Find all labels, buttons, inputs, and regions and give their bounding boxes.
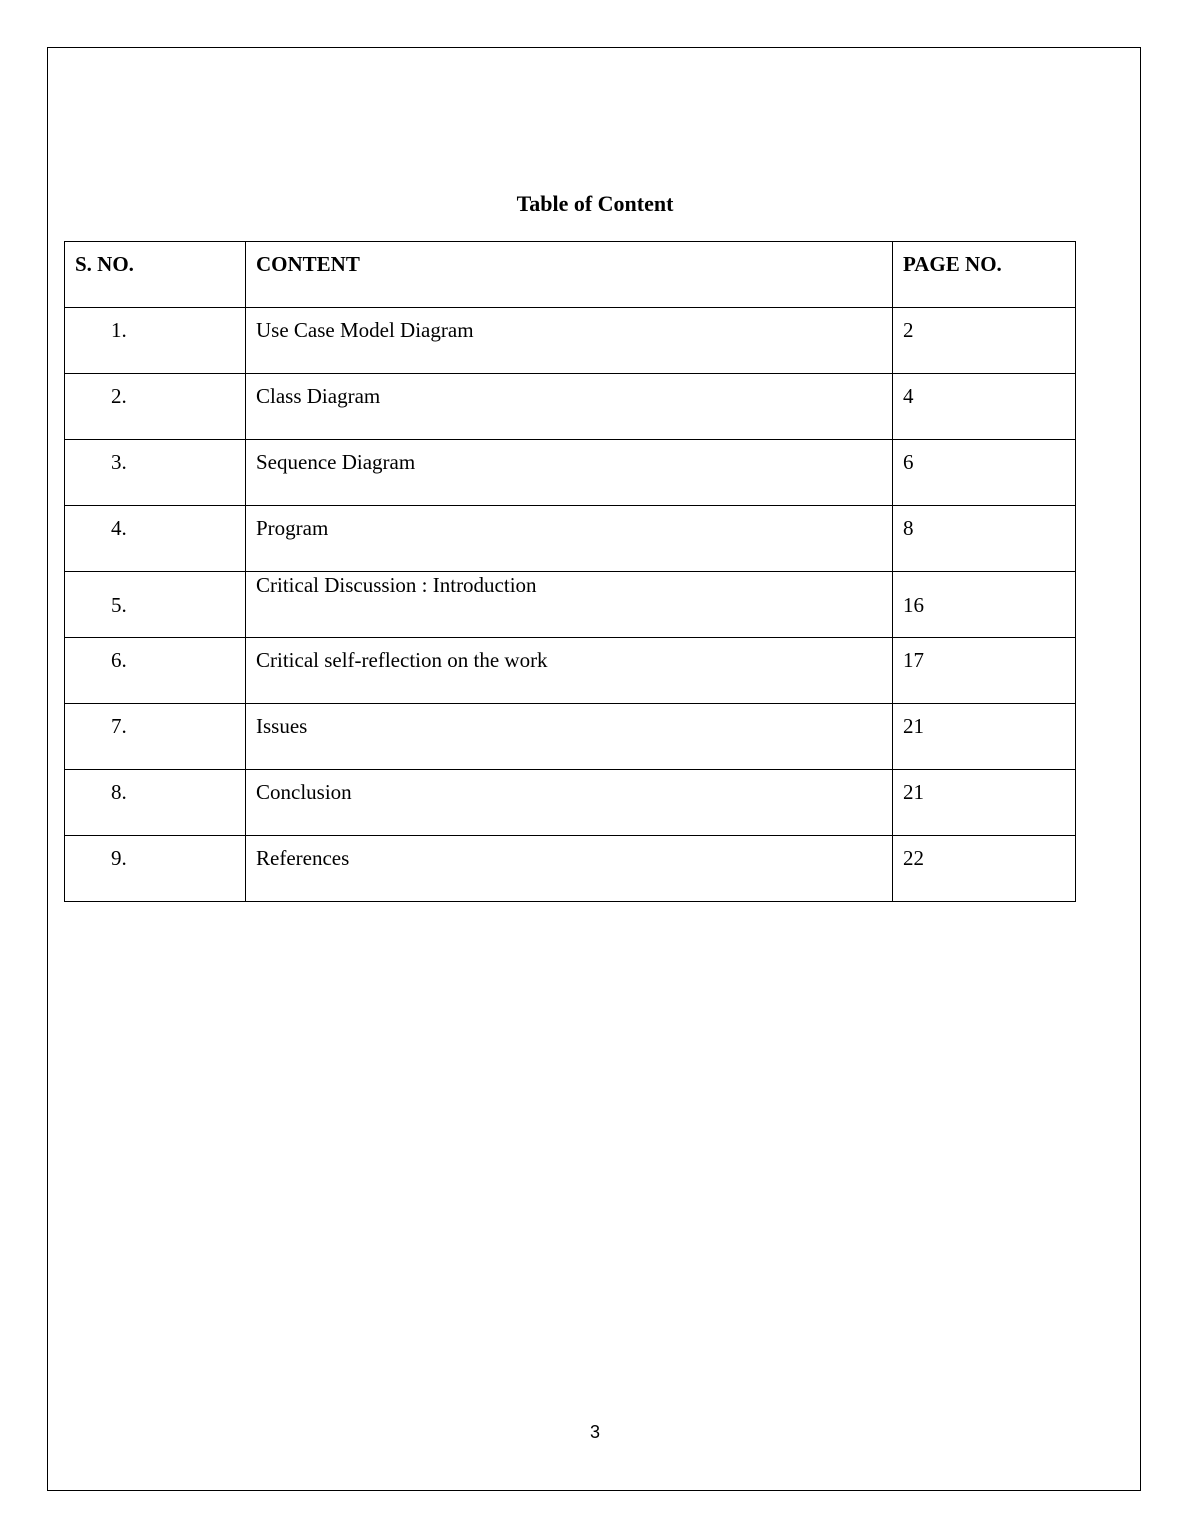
- table-row: [65, 308, 1076, 374]
- row-page-no: 21: [893, 770, 1076, 836]
- table-row: [65, 506, 1076, 572]
- page-title: Table of Content: [516, 191, 674, 216]
- table-header-row: [65, 242, 1076, 308]
- row-content: Critical self-reflection on the work: [246, 638, 893, 704]
- row-sno: 2.: [65, 374, 246, 440]
- row-content: Conclusion: [246, 770, 893, 836]
- row-content: Sequence Diagram: [246, 440, 893, 506]
- table-row: [65, 836, 1076, 902]
- row-page-no: 17: [893, 638, 1076, 704]
- row-content: Program: [246, 506, 893, 572]
- page-number: 3: [589, 1422, 600, 1442]
- table-row: [65, 374, 1076, 440]
- row-page-no: 16: [893, 572, 1076, 638]
- table-row: [65, 770, 1076, 836]
- row-page-no: 6: [893, 440, 1076, 506]
- table-row: [65, 638, 1076, 704]
- row-sno: 6.: [65, 638, 246, 704]
- row-page-no: 8: [893, 506, 1076, 572]
- row-page-no: 2: [893, 308, 1076, 374]
- row-sno: 8.: [65, 770, 246, 836]
- header-sno: S. NO.: [65, 242, 246, 308]
- header-content: CONTENT: [246, 242, 893, 308]
- table-row: [65, 704, 1076, 770]
- row-content: Issues: [246, 704, 893, 770]
- header-page-no: PAGE NO.: [893, 242, 1076, 308]
- row-sno: 7.: [65, 704, 246, 770]
- table-row: [65, 572, 1076, 638]
- table-row: [65, 440, 1076, 506]
- row-content: References: [246, 836, 893, 902]
- row-page-no: 4: [893, 374, 1076, 440]
- row-sno: 1.: [65, 308, 246, 374]
- table-of-contents: [64, 241, 1076, 902]
- row-sno: 9.: [65, 836, 246, 902]
- row-sno: 5.: [65, 572, 246, 638]
- row-content: Critical Discussion : Introduction: [246, 572, 893, 638]
- row-sno: 3.: [65, 440, 246, 506]
- row-page-no: 21: [893, 704, 1076, 770]
- row-sno: 4.: [65, 506, 246, 572]
- row-content: Class Diagram: [246, 374, 893, 440]
- row-page-no: 22: [893, 836, 1076, 902]
- row-content: Use Case Model Diagram: [246, 308, 893, 374]
